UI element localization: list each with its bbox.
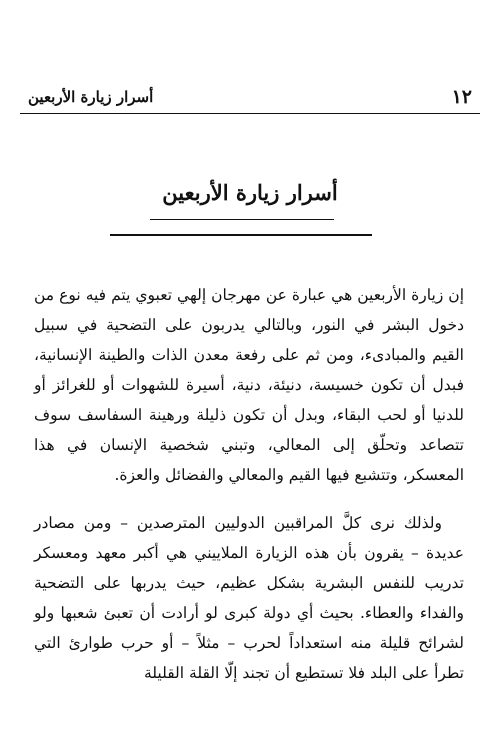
page-number: ١٢ [451,86,472,108]
body-text [34,280,464,688]
title-underline-thick [110,234,372,236]
paragraph: إن زيارة الأربعين هي عبارة عن مهرجان إلهي تعبوي يتم فيه نوع من دخول البشر في النور، وبالتالي يدربون على التضحية في سبيل القيم والمبادىء، ومن ثم على رفعة معدن الذات والطينة الإنسانية، فبدل أن تكون خسيسة، دنيئة، دنية، أسيرة للشهوات أو للغرائز أو للدنيا أو لحب البقاء، وبدل أن تكون ذليلة ورهينة السفاسف سوف تتصاعد وتحلّق إلى المعالي، وتبني شخصية الإنسان في هذا المعسكر، وتتشبع فيها القيم والمعالي والفضائل والعزة. [34,286,464,484]
chapter-title: أسرار زيارة الأربعين [162,180,338,205]
paragraph: ولذلك نرى كلَّ المراقبين الدوليين المترصدين – ومن مصادر عديدة – يقرون بأن هذه الزيارة الملاييني هي أكبر معهد ومعسكر تدريب للنفس البشرية بشكل عظيم، حيث يدربها على التضحية والفداء والعطاء. بحيث أي دولة كبرى لو أرادت أن تعبئ شعبها ولو لشرائح قليلة منه استعداداً لحرب – مثلاً – أو حرب طوارئ التي تطرأ على البلد فلا تستطيع أن تجند إلّا القلة القليلة [34,514,464,682]
page-header [20,84,480,112]
header-rule [20,113,480,114]
running-title: أسرار زيارة الأربعين [28,88,154,106]
title-underline-thin [150,219,334,220]
